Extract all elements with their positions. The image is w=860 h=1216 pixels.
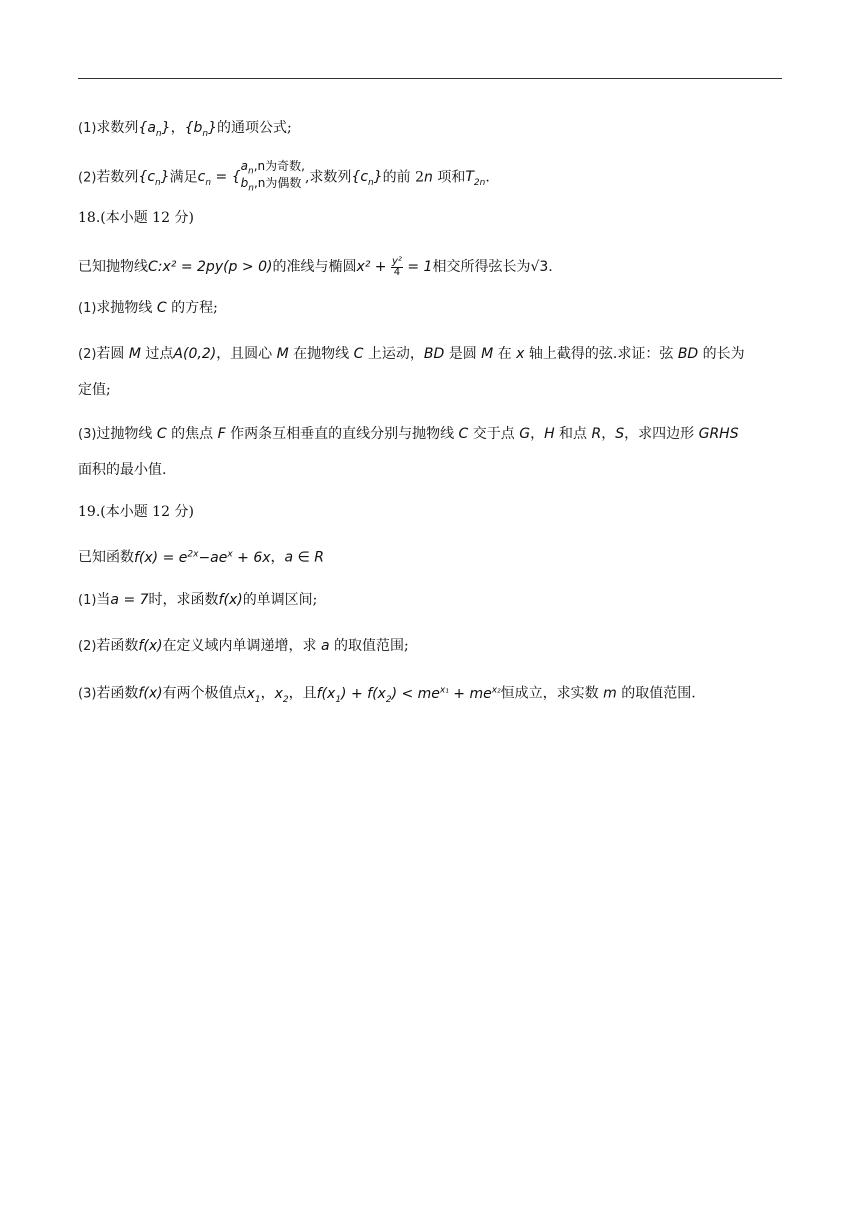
text: 的取值范围; [329, 638, 409, 654]
text: 已知函数 [78, 549, 134, 566]
math-an: $\{a_n\}$ [138, 120, 171, 139]
math-T2n: $T_{2n}$ [465, 169, 486, 189]
text: ,n为偶数 [253, 176, 302, 191]
text: {a [138, 120, 156, 136]
text: ， [530, 426, 545, 442]
text: 的通项公式; [217, 120, 292, 136]
text: 的准线与椭圆 [272, 259, 357, 275]
math-token: R [591, 426, 602, 442]
text: 在抛物线 [288, 346, 354, 362]
math-token: G [519, 426, 531, 442]
text: = 1 [402, 259, 433, 275]
text: f(x) = e [134, 549, 188, 566]
text: 轴上截得的弦.求证：弦 [524, 346, 678, 362]
math-token: m [603, 685, 617, 702]
math-a7: a = 7 [110, 592, 149, 608]
text: 的取值范围. [616, 685, 696, 702]
text: 恒成立，求实数 [500, 685, 604, 702]
text: } [208, 120, 217, 136]
text: 是圆 [444, 346, 482, 362]
math-token: S [615, 426, 625, 442]
text: 的长为 [698, 346, 745, 362]
text: ， [260, 685, 275, 702]
text: ， [601, 426, 616, 442]
math-sqrt3: √3 [530, 259, 549, 275]
part-number: (2) [78, 639, 97, 654]
text: 若函数 [96, 685, 139, 702]
text: c [197, 169, 206, 186]
math-token: C [353, 346, 364, 362]
text: = { [211, 169, 241, 186]
text: 当 [96, 592, 111, 608]
text: 有两个极值点 [162, 685, 247, 702]
text: . [548, 259, 553, 275]
text: 求数列 [96, 120, 139, 136]
math-token: f(x) [218, 592, 243, 608]
q19-stem [78, 544, 324, 568]
math-token: f(x) [138, 638, 163, 654]
text: {c [138, 169, 156, 186]
text: ,求数列 [304, 169, 352, 186]
q17-part2 [78, 160, 490, 199]
q18-part1 [78, 298, 218, 319]
text: 项和 [432, 169, 466, 186]
text: x [274, 685, 283, 702]
text: y² [391, 255, 402, 267]
text: 过抛物线 [96, 426, 157, 442]
math-token: H [544, 426, 555, 442]
part-number: (2) [78, 170, 97, 186]
text: ， [270, 549, 285, 566]
math-token: f(x) [138, 685, 163, 702]
math-token: M [276, 346, 289, 362]
math-bn: $\{b_n\}$ [184, 120, 217, 139]
text: 上运动， [363, 346, 424, 362]
part-number: (3) [78, 427, 97, 442]
math-function: $f(x) = e^{2x}-ae^x + 6x$ [134, 549, 271, 566]
math-token: a [321, 638, 330, 654]
text: ，且 [288, 685, 317, 702]
q18-part2 [78, 344, 745, 365]
q19-part1 [78, 590, 317, 611]
text: b [240, 176, 249, 191]
math-n: n [424, 169, 433, 186]
q18-part2-cont: 定值; [78, 382, 111, 398]
q19-part2 [78, 636, 409, 657]
q18-part3-cont: 面积的最小值. [78, 462, 167, 478]
part-number: (1) [78, 593, 97, 608]
text: 满足 [169, 169, 198, 186]
text: 在定义域内单调递增，求 [162, 638, 322, 654]
header-rule [78, 78, 782, 79]
text: 的前 2 [382, 169, 425, 186]
math-C: C [156, 300, 167, 316]
math-token: M [128, 346, 141, 362]
text: 时，求函数 [148, 592, 219, 608]
text: 的方程; [166, 300, 218, 316]
q19-part3: (3)若函数f(x)有两个极值点$x_1$，$x_2$，且$f(x_1) + f(x_2) < me^{x_1} + me^{x_2}$恒成立，求实数 m 的取值范围. [78, 685, 696, 705]
q19-header: 19.(本小题 12 分) [78, 504, 194, 520]
text: f(x [316, 685, 336, 702]
text: ) + f(x [341, 685, 386, 702]
text: 和点 [554, 426, 592, 442]
math-point-A: A(0,2) [173, 346, 217, 362]
math-token: F [217, 426, 226, 442]
text: x [246, 685, 255, 702]
text: 若圆 [96, 346, 129, 362]
math-token: C [156, 426, 167, 442]
text: + 6x [232, 549, 271, 566]
text: } [373, 169, 383, 186]
math-token: x [516, 346, 525, 362]
text: } [161, 120, 171, 136]
text: 相交所得弦长为 [432, 259, 531, 275]
text: 求抛物线 [96, 300, 157, 316]
math-token: M [481, 346, 494, 362]
math-cn: $\{c_n\}$ [138, 169, 170, 189]
text: . [485, 169, 490, 186]
q18-stem [78, 254, 553, 280]
text: + me [448, 685, 492, 702]
text: 若函数 [96, 638, 139, 654]
part-number: (2) [78, 347, 97, 362]
part-number: (3) [78, 686, 97, 702]
math-token: BD [677, 346, 699, 362]
math-cn: $\{c_n\}$ [351, 169, 383, 189]
q17-part1 [78, 118, 292, 144]
math-piecewise: $c_n$ = { $a_n,n$为奇数, $b_n,n$为偶数 [197, 159, 305, 194]
text: {b [184, 120, 203, 136]
text: 交于点 [468, 426, 520, 442]
text: 的焦点 [166, 426, 218, 442]
text: x² + [356, 259, 391, 275]
part-number: (1) [78, 121, 97, 136]
text: 4 [393, 266, 401, 278]
text: 作两条互相垂直的直线分别与抛物线 [225, 426, 459, 442]
text: ) < me [391, 685, 440, 702]
q18-part3 [78, 424, 739, 445]
text: ， [170, 120, 185, 136]
text: ,n为奇数, [253, 159, 305, 173]
math-ellipse [356, 255, 433, 278]
text: a [240, 159, 248, 173]
text: T [465, 169, 474, 186]
text: 若数列 [96, 169, 139, 186]
part-number: (1) [78, 301, 97, 316]
math-token: GRHS [698, 426, 739, 442]
q18-header: 18.(本小题 12 分) [78, 210, 194, 226]
math-a-domain: a ∈ R [284, 549, 324, 566]
math-parabola: C:x² = 2py(p > 0) [148, 259, 273, 275]
text: {c [351, 169, 369, 186]
text: } [160, 169, 170, 186]
text: 在 [493, 346, 517, 362]
math-inequality: $f(x_1) + f(x_2) < me^{x_1} + me^{x_2}$ [316, 685, 501, 705]
text: ，求四边形 [624, 426, 699, 442]
text: 的单调区间; [242, 592, 318, 608]
text: 过点 [140, 346, 174, 362]
text: 已知抛物线 [78, 259, 148, 275]
math-token: C [458, 426, 469, 442]
math-token: BD [423, 346, 445, 362]
text: −ae [198, 549, 228, 566]
text: ，且圆心 [216, 346, 277, 362]
